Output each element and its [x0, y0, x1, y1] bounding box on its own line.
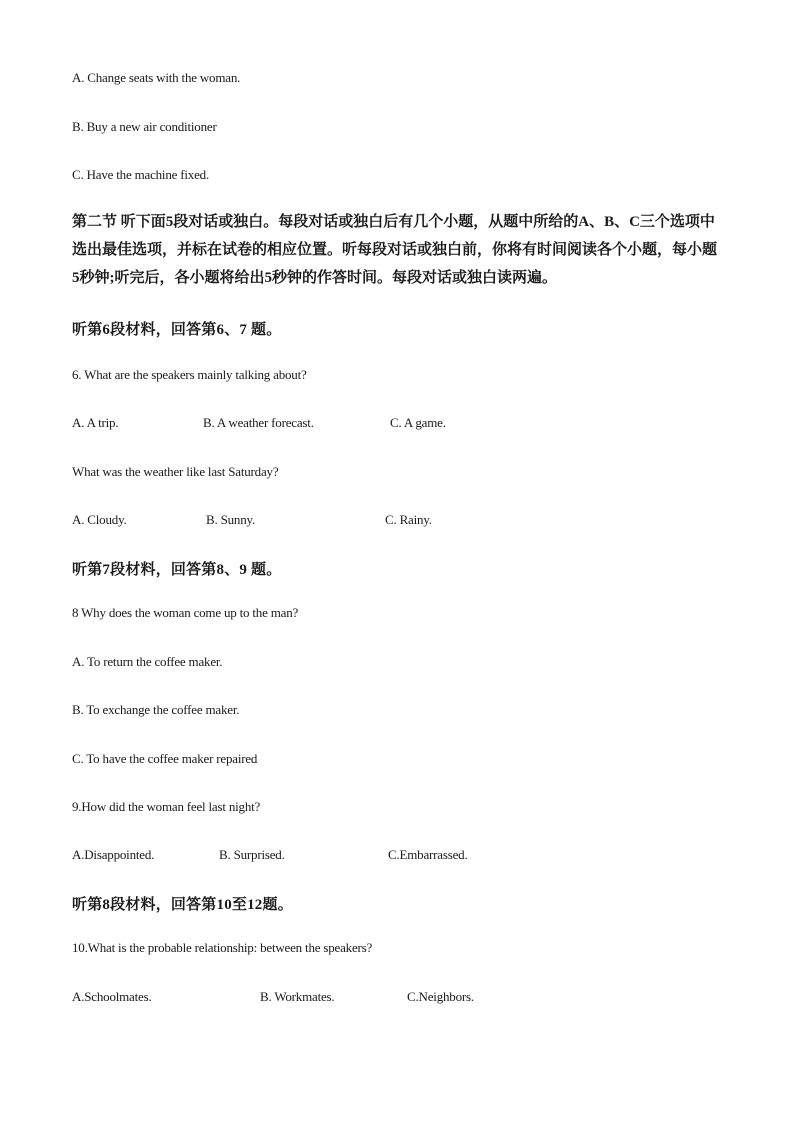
- q7-option-b: B. Sunny.: [206, 512, 256, 527]
- group7-heading: 听第7段材料，回答第8、9 题。: [72, 562, 282, 578]
- q9-option-b: B. Surprised.: [219, 847, 285, 862]
- q9-question: 9.How did the woman feel last night?: [72, 799, 261, 814]
- q9-option-a: A.Disappointed.: [72, 847, 155, 862]
- q5-option-b: B. Buy a new air conditioner: [72, 119, 217, 134]
- q10-question: 10.What is the probable relationship: between the speakers?: [72, 940, 373, 955]
- q5-option-c: C. Have the machine fixed.: [72, 167, 210, 182]
- q6-question: 6. What are the speakers mainly talking about?: [72, 367, 307, 382]
- section2-instructions: 第二节 听下面5段对话或独白。每段对话或独白后有几个小题，从题中所给的A、B、C三个选项中选出最佳选项，并标在试卷的相应位置。听每段对话或独白前，你将有时间阅读各个小题，每小题5秒钟;听完后，各小题将给出5秒钟的作答时间。每段对话或独白读两遍。: [72, 214, 718, 286]
- q5-option-a: A. Change seats with the woman.: [72, 70, 241, 85]
- q6-option-b: B. A weather forecast.: [203, 415, 314, 430]
- q7-option-a: A. Cloudy.: [72, 512, 127, 527]
- q7-question: What was the weather like last Saturday?: [72, 464, 279, 479]
- q7-option-c: C. Rainy.: [385, 512, 432, 527]
- q8-question: 8 Why does the woman come up to the man?: [72, 605, 299, 620]
- q6-option-a: A. A trip.: [72, 415, 119, 430]
- q8-option-c: C. To have the coffee maker repaired: [72, 751, 258, 766]
- q8-option-a: A. To return the coffee maker.: [72, 654, 223, 669]
- q9-option-c: C.Embarrassed.: [388, 847, 468, 862]
- q6-option-c: C. A game.: [390, 415, 446, 430]
- q8-option-b: B. To exchange the coffee maker.: [72, 702, 240, 717]
- q10-option-c: C.Neighbors.: [407, 989, 474, 1004]
- q10-option-b: B. Workmates.: [260, 989, 335, 1004]
- q10-option-a: A.Schoolmates.: [72, 989, 152, 1004]
- group8-heading: 听第8段材料，回答第10至12题。: [72, 897, 293, 913]
- group6-heading: 听第6段材料，回答第6、7 题。: [72, 322, 282, 338]
